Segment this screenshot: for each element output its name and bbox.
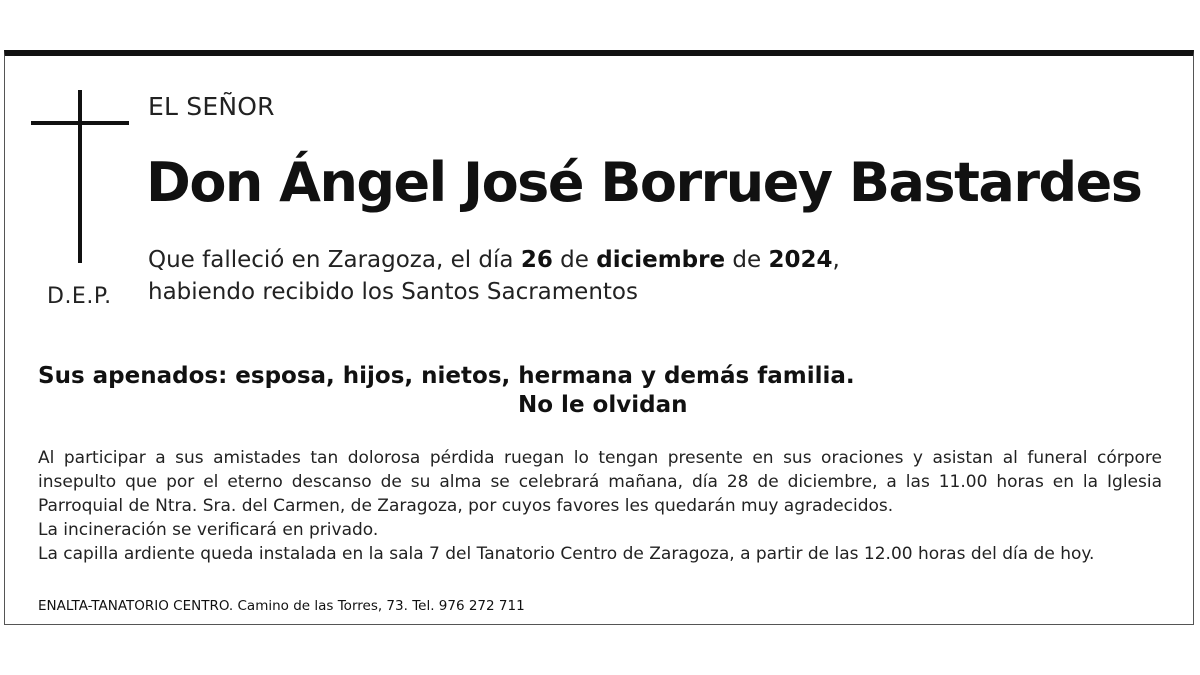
intro-label: EL SEÑOR bbox=[148, 92, 275, 121]
cremation-line: La incineración se verificará en privado. bbox=[38, 520, 379, 540]
remember-line: No le olvidan bbox=[518, 392, 688, 418]
death-details bbox=[148, 244, 840, 308]
chapel-line: La capilla ardiente queda instalada en la sala 7 del Tanatorio Centro de Zaragoza, a partir de las 12.00 horas del día de hoy. bbox=[38, 544, 1095, 564]
notice-body bbox=[38, 446, 1162, 566]
death-date-line: Que falleció en Zaragoza, el día 26 de diciembre de 2024, bbox=[148, 247, 840, 273]
sacraments-line: habiendo recibido los Santos Sacramentos bbox=[148, 279, 638, 305]
funeral-home-footer: ENALTA-TANATORIO CENTRO. Camino de las Torres, 73. Tel. 976 272 711 bbox=[38, 598, 525, 614]
death-month: diciembre bbox=[596, 247, 726, 273]
family-line: Sus apenados: esposa, hijos, nietos, hermana y demás familia. bbox=[38, 363, 855, 389]
deceased-name: Don Ángel José Borruey Bastardes bbox=[146, 151, 1142, 214]
funeral-paragraph: Al participar a sus amistades tan dolorosa pérdida ruegan lo tengan presente en sus oraciones y asistan al funeral córpore insepulto que por el eterno descanso de su alma se celebrará mañana, día 28 de diciembre, a las 11.00 horas en la Iglesia Parroquial de Ntra. Sra. del Carmen, de Zaragoza, por cuyos favores les quedarán muy agradecidos. bbox=[38, 448, 1162, 516]
death-year: 2024 bbox=[768, 247, 833, 273]
dep-label: D.E.P. bbox=[47, 284, 112, 309]
death-day: 26 bbox=[520, 247, 553, 273]
